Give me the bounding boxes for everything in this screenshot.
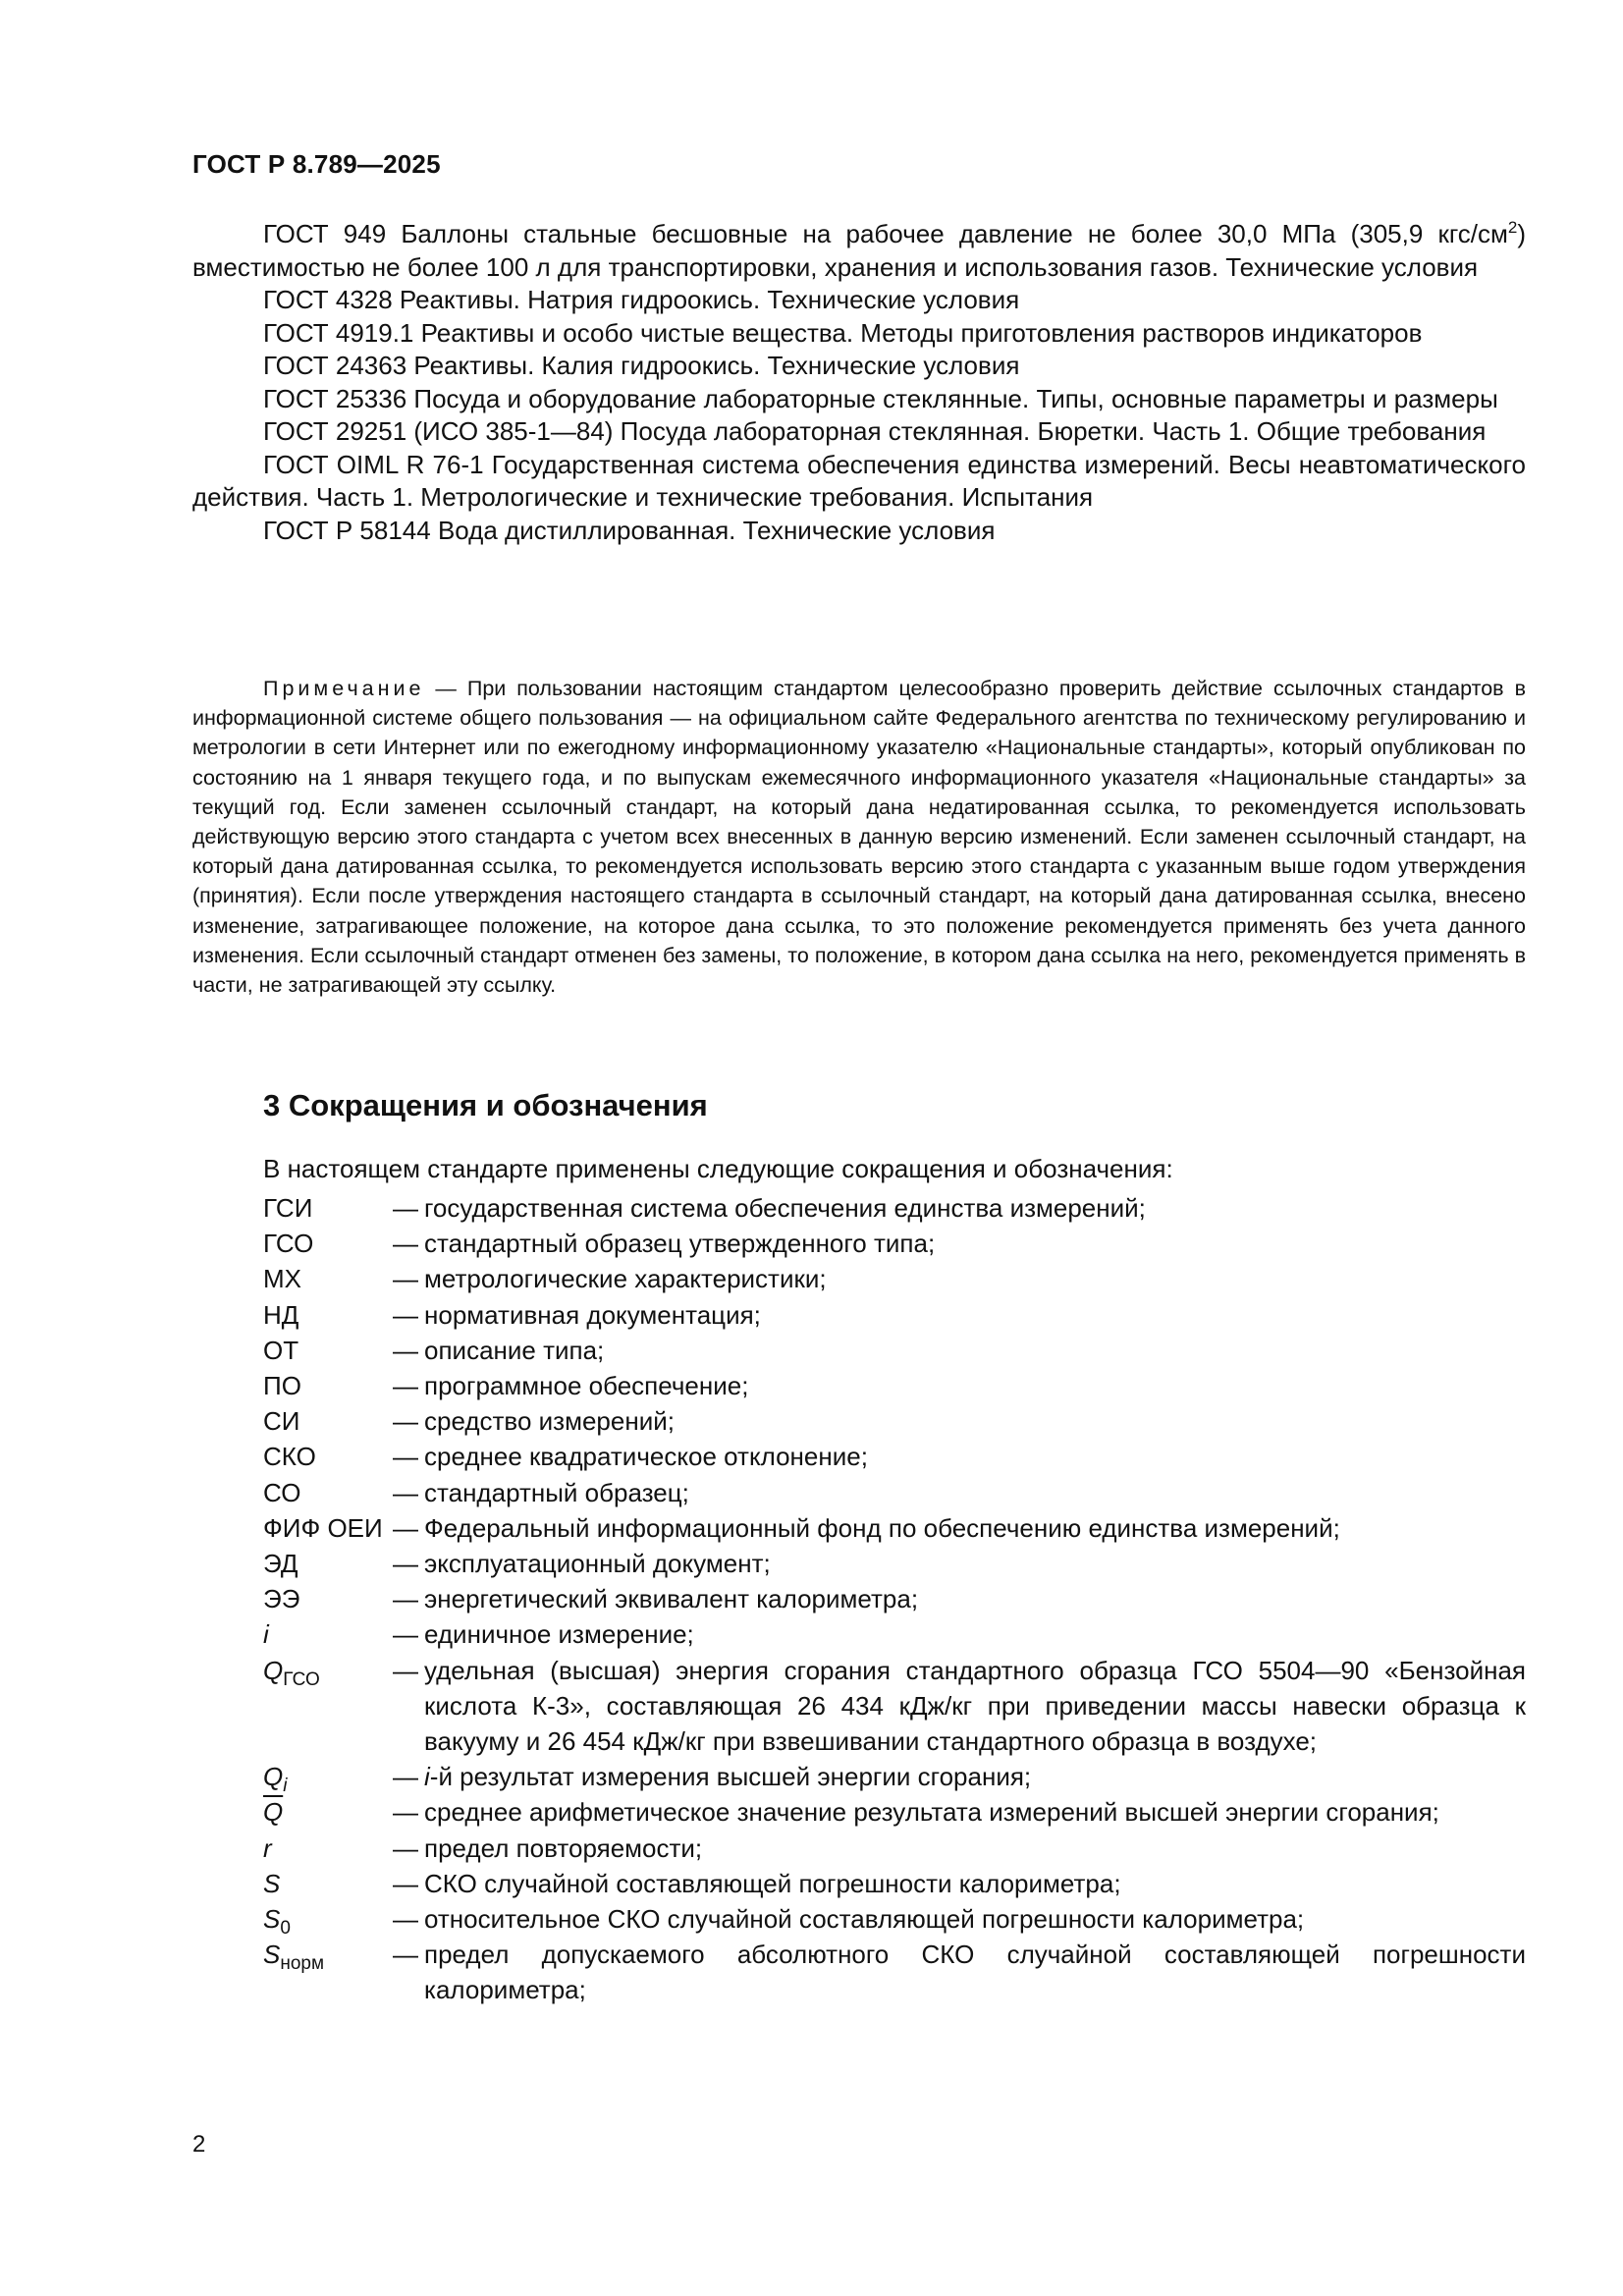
abbreviation-dash: — xyxy=(393,1832,418,1863)
abbreviation-row xyxy=(263,1831,1526,1866)
abbreviation-row xyxy=(263,1546,1526,1581)
abbreviations-list xyxy=(263,1190,1526,2008)
abbreviation-dash: — xyxy=(393,1229,418,1259)
abbreviation-dash: — xyxy=(393,1371,418,1401)
reference-item: ГОСТ 25336 Посуда и оборудование лабораторные стеклянные. Типы, основные параметры и размеры xyxy=(263,383,1498,413)
abbreviation-row xyxy=(263,1333,1526,1368)
abbreviation-term: ЭЭ xyxy=(263,1584,300,1614)
abbreviation-term: $Q_{ГСО}$ xyxy=(263,1655,320,1690)
abbreviation-dash: — xyxy=(393,1549,418,1579)
abbreviation-dash: — xyxy=(393,1299,418,1330)
abbreviation-row xyxy=(263,1297,1526,1333)
abbreviation-definition: среднее квадратическое отклонение; xyxy=(424,1442,868,1472)
abbreviation-definition: нормативная документация; xyxy=(424,1299,761,1330)
abbreviation-dash: — xyxy=(393,1868,418,1898)
abbreviation-definition: государственная система обеспечения единства измерений; xyxy=(424,1193,1146,1223)
abbreviation-definition: предел повторяемости; xyxy=(424,1832,703,1863)
abbreviation-term: ПО xyxy=(263,1371,301,1401)
abbreviation-row xyxy=(263,1439,1526,1474)
abbreviation-definition: среднее арифметическое значение результата измерений высшей энергии сгорания; xyxy=(424,1797,1439,1828)
abbreviation-definition: Федеральный информационный фонд по обеспечению единства измерений; xyxy=(424,1512,1340,1543)
page-number: 2 xyxy=(192,2131,206,2158)
reference-item: ГОСТ 4328 Реактивы. Натрия гидроокись. Технические условия xyxy=(263,285,1020,314)
abbreviation-dash: — xyxy=(393,1512,418,1543)
abbreviation-row xyxy=(263,1759,1526,1797)
abbreviation-row xyxy=(263,1866,1526,1901)
abbreviation-definition: удельная (высшая) энергия сгорания стандартного образца ГСО 5504—90 «Бензойная кислота К-3», составляющая 26 434 кДж/кг при приведении массы навески образца к вакууму и 26 454 кДж/кг при взвешивании стандартного образца в воздухе; xyxy=(424,1655,1526,1757)
abbreviation-dash: — xyxy=(393,1264,418,1294)
abbreviation-dash: — xyxy=(393,1619,418,1650)
abbreviation-term: ФИФ ОЕИ xyxy=(263,1512,383,1543)
abbreviation-definition: эксплуатационный документ; xyxy=(424,1549,771,1579)
abbreviation-dash: — xyxy=(393,1904,418,1935)
section-intro: В настоящем стандарте применены следующие сокращения и обозначения: xyxy=(263,1154,1173,1183)
abbreviation-term: r xyxy=(263,1832,272,1863)
abbreviation-term: СО xyxy=(263,1477,301,1507)
abbreviation-row xyxy=(263,1937,1526,2007)
abbreviation-definition: программное обеспечение; xyxy=(424,1371,749,1401)
abbreviation-row xyxy=(263,1261,1526,1296)
reference-item: ГОСТ 4919.1 Реактивы и особо чистые вещества. Методы приготовления растворов индикаторов xyxy=(263,317,1423,348)
abbreviation-term: S xyxy=(263,1868,281,1898)
reference-item: ГОСТ 29251 (ИСО 385-1—84) Посуда лабораторная стеклянная. Бюретки. Часть 1. Общие требования xyxy=(263,416,1487,446)
abbreviation-term: МХ xyxy=(263,1264,301,1294)
abbreviation-definition: стандартный образец утвержденного типа; xyxy=(424,1229,936,1259)
abbreviation-definition: единичное измерение; xyxy=(424,1619,694,1650)
abbreviation-row xyxy=(263,1616,1526,1652)
abbreviation-definition: средство измерений; xyxy=(424,1406,675,1437)
abbreviation-term: СИ xyxy=(263,1406,300,1437)
abbreviation-dash: — xyxy=(393,1655,418,1685)
abbreviation-row xyxy=(263,1901,1526,1940)
abbreviation-term: $S_{норм}$ xyxy=(263,1940,325,1975)
section-title: 3 Сокращения и обозначения xyxy=(263,1088,708,1122)
abbreviation-dash: — xyxy=(393,1940,418,1970)
abbreviation-definition: описание типа; xyxy=(424,1335,605,1365)
abbreviation-definition: i-й результат измерения высшей энергии сгорания; xyxy=(424,1762,1032,1792)
note-label: Примечание xyxy=(263,677,425,700)
abbreviation-term: $S_0$ xyxy=(263,1904,291,1940)
abbreviation-row xyxy=(263,1653,1526,1760)
abbreviation-row xyxy=(263,1581,1526,1616)
abbreviation-definition: предел допускаемого абсолютного СКО случайной составляющей погрешности калориметра; xyxy=(424,1940,1526,2005)
abbreviation-term: ГСИ xyxy=(263,1193,313,1223)
abbreviation-row xyxy=(263,1475,1526,1510)
abbreviation-term: СКО xyxy=(263,1442,316,1472)
abbreviation-dash: — xyxy=(393,1762,418,1792)
abbreviation-dash: — xyxy=(393,1477,418,1507)
normative-references-list xyxy=(192,218,1526,547)
abbreviation-term: ОТ xyxy=(263,1335,299,1365)
abbreviation-term: ГСО xyxy=(263,1229,314,1259)
abbreviation-term: ЭД xyxy=(263,1549,298,1579)
abbreviation-row xyxy=(263,1190,1526,1226)
abbreviation-definition: относительное СКО случайной составляющей погрешности калориметра; xyxy=(424,1904,1305,1935)
abbreviation-term: i xyxy=(263,1619,269,1650)
reference-item: ГОСТ Р 58144 Вода дистиллированная. Технические условия xyxy=(263,515,996,545)
abbreviation-dash: — xyxy=(393,1335,418,1365)
abbreviation-dash: — xyxy=(393,1797,418,1828)
abbreviation-row xyxy=(263,1794,1526,1830)
abbreviation-dash: — xyxy=(393,1442,418,1472)
note-text: — При пользовании настоящим стандартом целесообразно проверить действие ссылочных стандартов в информационной системе общего пользования — на официальном сайте Федерального агентства по техническому регулированию и метрологии в сети Интернет или по ежегодному информационному указателю «Национальные стандарты», который опубликован по состоянию на 1 января текущего года, и по выпускам ежемесячного информационного указателя «Национальные стандарты» за текущий год. Если заменен ссылочный стандарт, на который дана недатированная ссылка, то рекомендуется использовать действующую версию этого стандарта с учетом всех внесенных в данную версию изменений. Если заменен ссылочный стандарт, на который дана датированная ссылка, то рекомендуется использовать версию этого стандарта с указанным выше годом утверждения (принятия). Если после утверждения настоящего стандарта в ссылочный стандарт, на который дана датированная ссылка, внесено изменение, затрагивающее положение, на которое дана ссылка, то это положение рекомендуется применять без учета данного изменения. Если ссылочный стандарт отменен без замены, то положение, в котором дана ссылка на него, рекомендуется применять в части, не затрагивающей эту ссылку. xyxy=(192,677,1526,998)
abbreviation-definition: энергетический эквивалент калориметра; xyxy=(424,1584,919,1614)
abbreviation-dash: — xyxy=(393,1406,418,1437)
reference-item: ГОСТ 24363 Реактивы. Калия гидроокись. Технические условия xyxy=(263,351,1020,380)
abbreviation-definition: стандартный образец; xyxy=(424,1477,689,1507)
abbreviation-dash: — xyxy=(393,1584,418,1614)
reference-item: ГОСТ OIML R 76-1 Государственная система обеспечения единства измерений. Весы неавтоматического действия. Часть 1. Метрологические и технические требования. Испытания xyxy=(192,449,1526,512)
abbreviation-term: $Q_i$ xyxy=(263,1762,288,1797)
abbreviation-row xyxy=(263,1368,1526,1403)
reference-item: ГОСТ 949 Баллоны стальные бесшовные на рабочее давление не более 30,0 МПа (305,9 кгс/$см^2$) вместимостью не более 100 л для транспортировки, хранения и использования газов. Технические условия xyxy=(192,218,1526,282)
abbreviation-term: НД xyxy=(263,1299,299,1330)
abbreviation-term: $\overline{Q}$ xyxy=(263,1797,284,1828)
abbreviation-definition: СКО случайной составляющей погрешности калориметра; xyxy=(424,1868,1121,1898)
abbreviation-row xyxy=(263,1510,1526,1546)
abbreviation-dash: — xyxy=(393,1193,418,1223)
note-paragraph xyxy=(192,674,1526,1000)
abbreviation-definition: метрологические характеристики; xyxy=(424,1264,827,1294)
document-id-header: ГОСТ Р 8.789—2025 xyxy=(192,149,441,179)
abbreviation-row xyxy=(263,1226,1526,1261)
abbreviation-row xyxy=(263,1403,1526,1439)
